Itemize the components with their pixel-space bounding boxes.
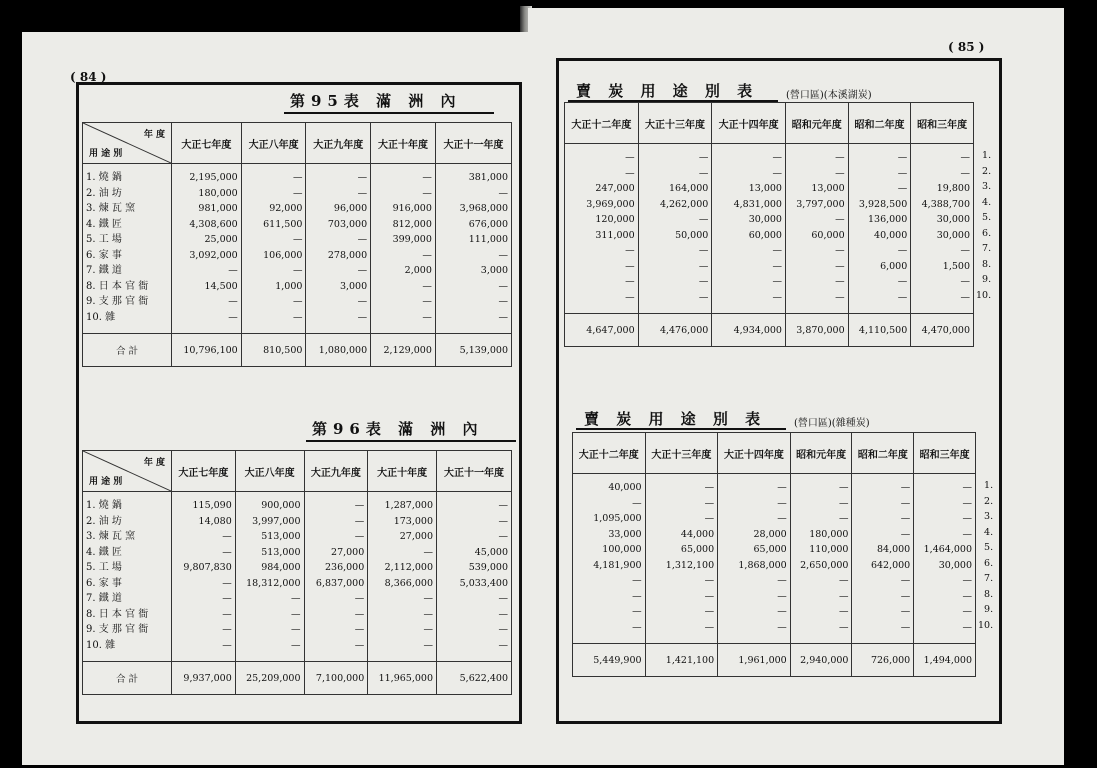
data-column: — — 13,000 3,797,000 — 60,000 — — — — (785, 144, 848, 314)
table-95 (82, 122, 512, 367)
data-column: — — 13,000 4,831,000 30,000 60,000 — — — — (712, 144, 786, 314)
item-label: 8. 日 本 官 衙 (86, 280, 149, 292)
item-label: 7. 鐵 道 (86, 265, 122, 276)
data-column: — — 916,000 812,000 399,000 — 2,000 — — — (371, 164, 436, 334)
left-page (22, 32, 528, 765)
data-column: — — — — 1,464,000 30,000 — — — — (914, 474, 976, 644)
item-label: 10. 雜 (86, 311, 116, 323)
data-column: — — 164,000 4,262,000 — 50,000 — — — — (638, 144, 712, 314)
total-value: 25,209,000 (235, 662, 304, 695)
table-95-continued (564, 102, 974, 347)
col-header: 大正十三年度 (645, 433, 718, 474)
corner-top-label: 年 度 (143, 458, 165, 468)
row-index: 1. 2. 3. 4. 5. 6. 7. 8. 9. 10. (976, 150, 992, 301)
col-header: 昭和二年度 (852, 433, 914, 474)
item-label: 7. 鐵 道 (86, 593, 122, 604)
data-column: — — — 27,000 236,000 6,837,000 — — — — (304, 492, 368, 662)
item-label: 2. 油 坊 (86, 187, 122, 199)
table-title: 賣 炭 用 途 別 表 (576, 82, 759, 100)
total-label: 合 計 (83, 662, 172, 695)
total-value: 1,080,000 (306, 334, 371, 367)
right-page (528, 8, 1064, 765)
item-label: 3. 煉 瓦 窯 (86, 203, 136, 214)
table-96-continued (572, 432, 976, 677)
col-header: 大正十年度 (368, 451, 437, 492)
data-column: — — 96,000 703,000 — 278,000 — 3,000 — — (306, 164, 371, 334)
total-value: 5,139,000 (435, 334, 511, 367)
total-value: 5,449,900 (573, 644, 646, 677)
total-value: 5,622,400 (437, 662, 512, 695)
total-value: 726,000 (852, 644, 914, 677)
title-rule (306, 440, 516, 442)
col-header: 大正八年度 (241, 123, 306, 164)
col-header: 大正七年度 (172, 451, 236, 492)
col-header: 大正十一年度 (437, 451, 512, 492)
data-column: — — — 45,000 539,000 5,033,400 — — — — (437, 492, 512, 662)
total-value: 4,476,000 (638, 314, 712, 347)
item-labels (83, 492, 172, 662)
col-header: 大正十二年度 (573, 433, 646, 474)
total-value: 4,934,000 (712, 314, 786, 347)
data-column: — — — 44,000 65,000 1,312,100 — — — — (645, 474, 718, 644)
corner-header (83, 123, 172, 164)
data-column: 40,000 — 1,095,000 33,000 100,000 4,181,900 — — — — (573, 474, 646, 644)
data-column: — — — 180,000 110,000 2,650,000 — — — — (790, 474, 852, 644)
data-column: — — 92,000 611,500 — 106,000 — 1,000 — — (241, 164, 306, 334)
item-label: 2. 油 坊 (86, 515, 122, 527)
col-header: 昭和二年度 (848, 103, 911, 144)
region-note: (營口區)(本溪湖炭) (786, 90, 872, 101)
col-header: 大正十一年度 (435, 123, 511, 164)
corner-bottom-label: 用 途 別 (89, 149, 123, 159)
region-note: (營口區)(雜種炭) (794, 418, 870, 429)
item-label: 5. 工 場 (86, 234, 122, 245)
table-title: 賣 炭 用 途 別 表 (584, 410, 767, 428)
col-header: 大正十三年度 (638, 103, 712, 144)
item-label: 8. 日 本 官 衙 (86, 608, 149, 620)
total-value: 1,494,000 (914, 644, 976, 677)
row-index: 1. 2. 3. 4. 5. 6. 7. 8. 9. 10. (978, 480, 994, 631)
page-number: ( 85 ) (948, 40, 985, 54)
total-value: 1,421,100 (645, 644, 718, 677)
total-value: 11,965,000 (368, 662, 437, 695)
col-header: 大正十四年度 (712, 103, 786, 144)
item-label: 5. 工 場 (86, 562, 122, 573)
title-rule (284, 112, 494, 114)
item-label: 1. 燒 鍋 (86, 172, 122, 183)
total-value: 4,110,500 (848, 314, 911, 347)
table-title: 第96表 滿 洲 內 (312, 420, 484, 438)
col-header: 大正七年度 (172, 123, 242, 164)
item-label: 10. 雜 (86, 639, 116, 651)
region-label (786, 84, 872, 102)
item-label: 3. 煉 瓦 窯 (86, 531, 136, 542)
item-label: 9. 支 那 官 衙 (86, 624, 149, 635)
table-title: 第95表 滿 洲 內 (290, 92, 462, 110)
item-labels (83, 164, 172, 334)
total-value: 4,647,000 (565, 314, 639, 347)
data-column: — — — — 84,000 642,000 — — — — (852, 474, 914, 644)
col-header: 大正十二年度 (565, 103, 639, 144)
data-column: 381,000 — 3,968,000 676,000 111,000 — 3,000 — — — (435, 164, 511, 334)
item-label: 4. 鐵 匠 (86, 546, 122, 558)
page-number: ( 84 ) (70, 70, 107, 84)
col-header: 大正九年度 (306, 123, 371, 164)
col-header: 大正十四年度 (718, 433, 791, 474)
item-label: 6. 家 事 (86, 249, 122, 261)
data-column: 900,000 3,997,000 513,000 513,000 984,000 18,312,000 — — — — (235, 492, 304, 662)
total-value: 2,129,000 (371, 334, 436, 367)
corner-header (83, 451, 172, 492)
data-column: — — 19,800 4,388,700 30,000 30,000 — 1,500 — — (911, 144, 974, 314)
item-label: 1. 燒 鍋 (86, 500, 122, 511)
item-label: 4. 鐵 匠 (86, 218, 122, 230)
col-header: 大正十年度 (371, 123, 436, 164)
total-value: 10,796,100 (172, 334, 242, 367)
item-label: 9. 支 那 官 衙 (86, 296, 149, 307)
data-column: — — 247,000 3,969,000 120,000 311,000 — — — — (565, 144, 639, 314)
total-value: 810,500 (241, 334, 306, 367)
data-column: 2,195,000 180,000 981,000 4,308,600 25,000 3,092,000 — 14,500 — — (172, 164, 242, 334)
col-header: 昭和三年度 (911, 103, 974, 144)
corner-bottom-label: 用 途 別 (89, 477, 123, 487)
total-value: 7,100,000 (304, 662, 368, 695)
data-column: — — — 3,928,500 136,000 40,000 — 6,000 — — (848, 144, 911, 314)
col-header: 昭和元年度 (785, 103, 848, 144)
corner-top-label: 年 度 (143, 130, 165, 140)
col-header: 大正八年度 (235, 451, 304, 492)
total-value: 2,940,000 (790, 644, 852, 677)
data-column: 115,090 14,080 — — 9,807,830 — — — — — (172, 492, 236, 662)
col-header: 大正九年度 (304, 451, 368, 492)
region-label (794, 412, 870, 430)
data-column: — — — 28,000 65,000 1,868,000 — — — — (718, 474, 791, 644)
total-value: 9,937,000 (172, 662, 236, 695)
col-header: 昭和三年度 (914, 433, 976, 474)
col-header: 昭和元年度 (790, 433, 852, 474)
total-value: 3,870,000 (785, 314, 848, 347)
data-column: 1,287,000 173,000 27,000 — 2,112,000 8,366,000 — — — — (368, 492, 437, 662)
total-value: 1,961,000 (718, 644, 791, 677)
title-rule (576, 428, 786, 430)
total-value: 4,470,000 (911, 314, 974, 347)
total-label: 合 計 (83, 334, 172, 367)
item-label: 6. 家 事 (86, 577, 122, 589)
table-96 (82, 450, 512, 695)
